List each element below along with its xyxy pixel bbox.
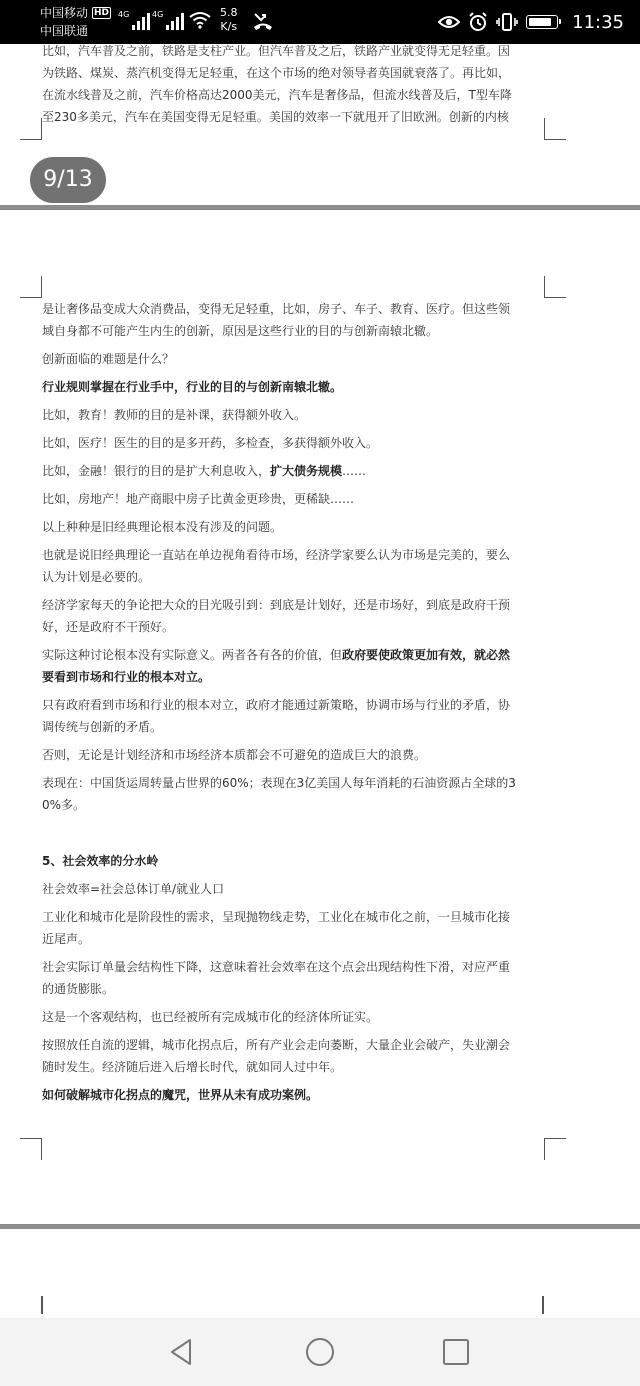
paragraph-bold: 如何破解城市化拐点的魔咒，世界从未有成功案例。 (42, 1088, 319, 1102)
paragraph-line: 好，还是政府不干预好。 (42, 620, 175, 634)
prev-line: 为铁路、煤炭、蒸汽机变得无足轻重，在这个市场的绝对领导者英国就衰落了。再比如， (42, 66, 511, 80)
paragraph-line: 0%多。 (42, 798, 86, 812)
page-corner-mark (20, 118, 42, 140)
paragraph-line: 经济学家每天的争论把大众的目光吸引到：到底是计划好，还是市场好，到底是政府干预 (42, 598, 511, 612)
section-heading: 5、社会效率的分水岭 (42, 854, 159, 868)
page-corner-mark (544, 276, 566, 298)
signal-1-tag: 4G (118, 10, 130, 19)
prev-line: 在流水线普及之前，汽车价格高达2000美元，汽车是奢侈品，但流水线普及后，T型车降 (42, 88, 512, 102)
paragraph-line: 随时发生。经济随后进入后增长时代，就如同人过中年。 (42, 1060, 343, 1074)
eye-icon (438, 14, 460, 30)
page-corner-mark (20, 276, 42, 298)
battery-icon (526, 15, 558, 29)
prev-line: 比如，汽车普及之前，铁路是支柱产业。但汽车普及之后，铁路产业就变得无足轻重。因 (42, 44, 511, 58)
paragraph (42, 644, 540, 666)
paragraph-line: 社会实际订单量会结构性下降，这意味着社会效率在这个点会出现结构性下滑，对应严重 (42, 960, 511, 974)
paragraph-line: 域自身都不可能产生内生的创新，原因是这些行业的目的与创新南辕北辙。 (42, 324, 439, 338)
page-corner-mark (20, 1138, 42, 1160)
page-9-text (42, 298, 540, 1106)
carrier-1-name: 中国移动 (40, 6, 89, 20)
page-corner-mark (542, 1296, 544, 1314)
text-run: 比如，金融！银行的目的是扩大利息收入， (42, 464, 271, 478)
paragraph-line: 近尾声。 (42, 932, 91, 946)
page-indicator-badge: 9/13 (30, 157, 106, 203)
status-right (438, 10, 624, 34)
speed-value: 5.8 (220, 6, 238, 19)
paragraph (42, 460, 540, 482)
home-button[interactable] (304, 1336, 336, 1368)
page-separator (0, 1224, 640, 1229)
prev-line: 至230多美元，汽车在美国变得无足轻重。美国的效率一下就甩开了旧欧洲。创新的内核 (42, 110, 509, 124)
paragraph: 这是一个客观结构，也已经被所有完成城市化的经济体所证实。 (42, 1010, 379, 1024)
paragraph-line: 工业化和城市化是阶段性的需求，呈现抛物线走势，工业化在城市化之前，一旦城市化接 (42, 910, 511, 924)
back-button[interactable] (166, 1336, 198, 1368)
paragraph-bold: 要看到市场和行业的根本对立。 (42, 670, 211, 684)
text-run-bold: 政府要使政策更加有效，就必然 (342, 648, 511, 662)
text-run: …… (342, 464, 367, 478)
page-corner-mark (544, 118, 566, 140)
signal-2-tag: 4G (152, 10, 164, 19)
alarm-icon (468, 12, 488, 32)
missed-call-icon (252, 10, 274, 32)
page-separator (0, 205, 640, 210)
paragraph: 比如，教育！教师的目的是补课，获得额外收入。 (42, 408, 307, 422)
status-bar (0, 0, 640, 44)
vibrate-icon (496, 12, 518, 32)
carrier-info (40, 4, 111, 40)
text-run-bold: 扩大债务规模 (270, 464, 343, 478)
paragraph-line: 按照放任自流的逻辑，城市化拐点后，所有产业会走向萎断，大量企业会破产，失业潮会 (42, 1038, 511, 1052)
paragraph: 社会效率=社会总体订单/就业人口 (42, 882, 225, 896)
navigation-bar (0, 1318, 640, 1386)
page-corner-mark (544, 1138, 566, 1160)
paragraph: 比如，医疗！医生的目的是多开药，多检查，多获得额外收入。 (42, 436, 379, 450)
hd-badge: HD (94, 8, 110, 18)
paragraph-line: 调传统与创新的矛盾。 (42, 720, 163, 734)
network-speed (220, 6, 238, 34)
paragraph-bold: 行业规则掌握在行业手中，行业的目的与创新南辕北辙。 (42, 380, 343, 394)
carrier-2-name: 中国联通 (40, 24, 89, 38)
clock-time: 11:35 (572, 11, 624, 33)
signal-1-icon (118, 10, 150, 30)
paragraph-line: 是让奢侈品变成大众消费品，变得无足轻重，比如，房子、车子、教育、医疗。但这些领 (42, 302, 511, 316)
paragraph: 否则，无论是计划经济和市场经济本质都会不可避免的造成巨大的浪费。 (42, 748, 427, 762)
speed-unit: K/s (220, 20, 238, 33)
signal-2-icon (152, 10, 184, 30)
paragraph: 以上种种是旧经典理论根本没有涉及的问题。 (42, 520, 283, 534)
paragraph: 比如，房地产！地产商眼中房子比黄金更珍贵，更稀缺…… (42, 492, 355, 506)
paragraph-line: 的通货膨胀。 (42, 982, 115, 996)
paragraph: 创新面临的难题是什么？ (42, 352, 175, 366)
paragraph-line: 表现在：中国货运周转量占世界的60%；表现在3亿美国人每年消耗的石油资源占全球的3 (42, 776, 516, 790)
recents-button[interactable] (440, 1336, 472, 1368)
previous-page-text (42, 40, 540, 128)
page-corner-mark (41, 1296, 43, 1314)
wifi-icon (188, 10, 212, 30)
text-run: 实际这种讨论根本没有实际意义。两者各有各的价值，但 (42, 648, 343, 662)
paragraph-line: 认为计划是必要的。 (42, 570, 151, 584)
paragraph-line: 也就是说旧经典理论一直站在单边视角看待市场，经济学家要么认为市场是完美的，要么 (42, 548, 511, 562)
paragraph-line: 只有政府看到市场和行业的根本对立，政府才能通过新策略，协调市场与行业的矛盾，协 (42, 698, 511, 712)
